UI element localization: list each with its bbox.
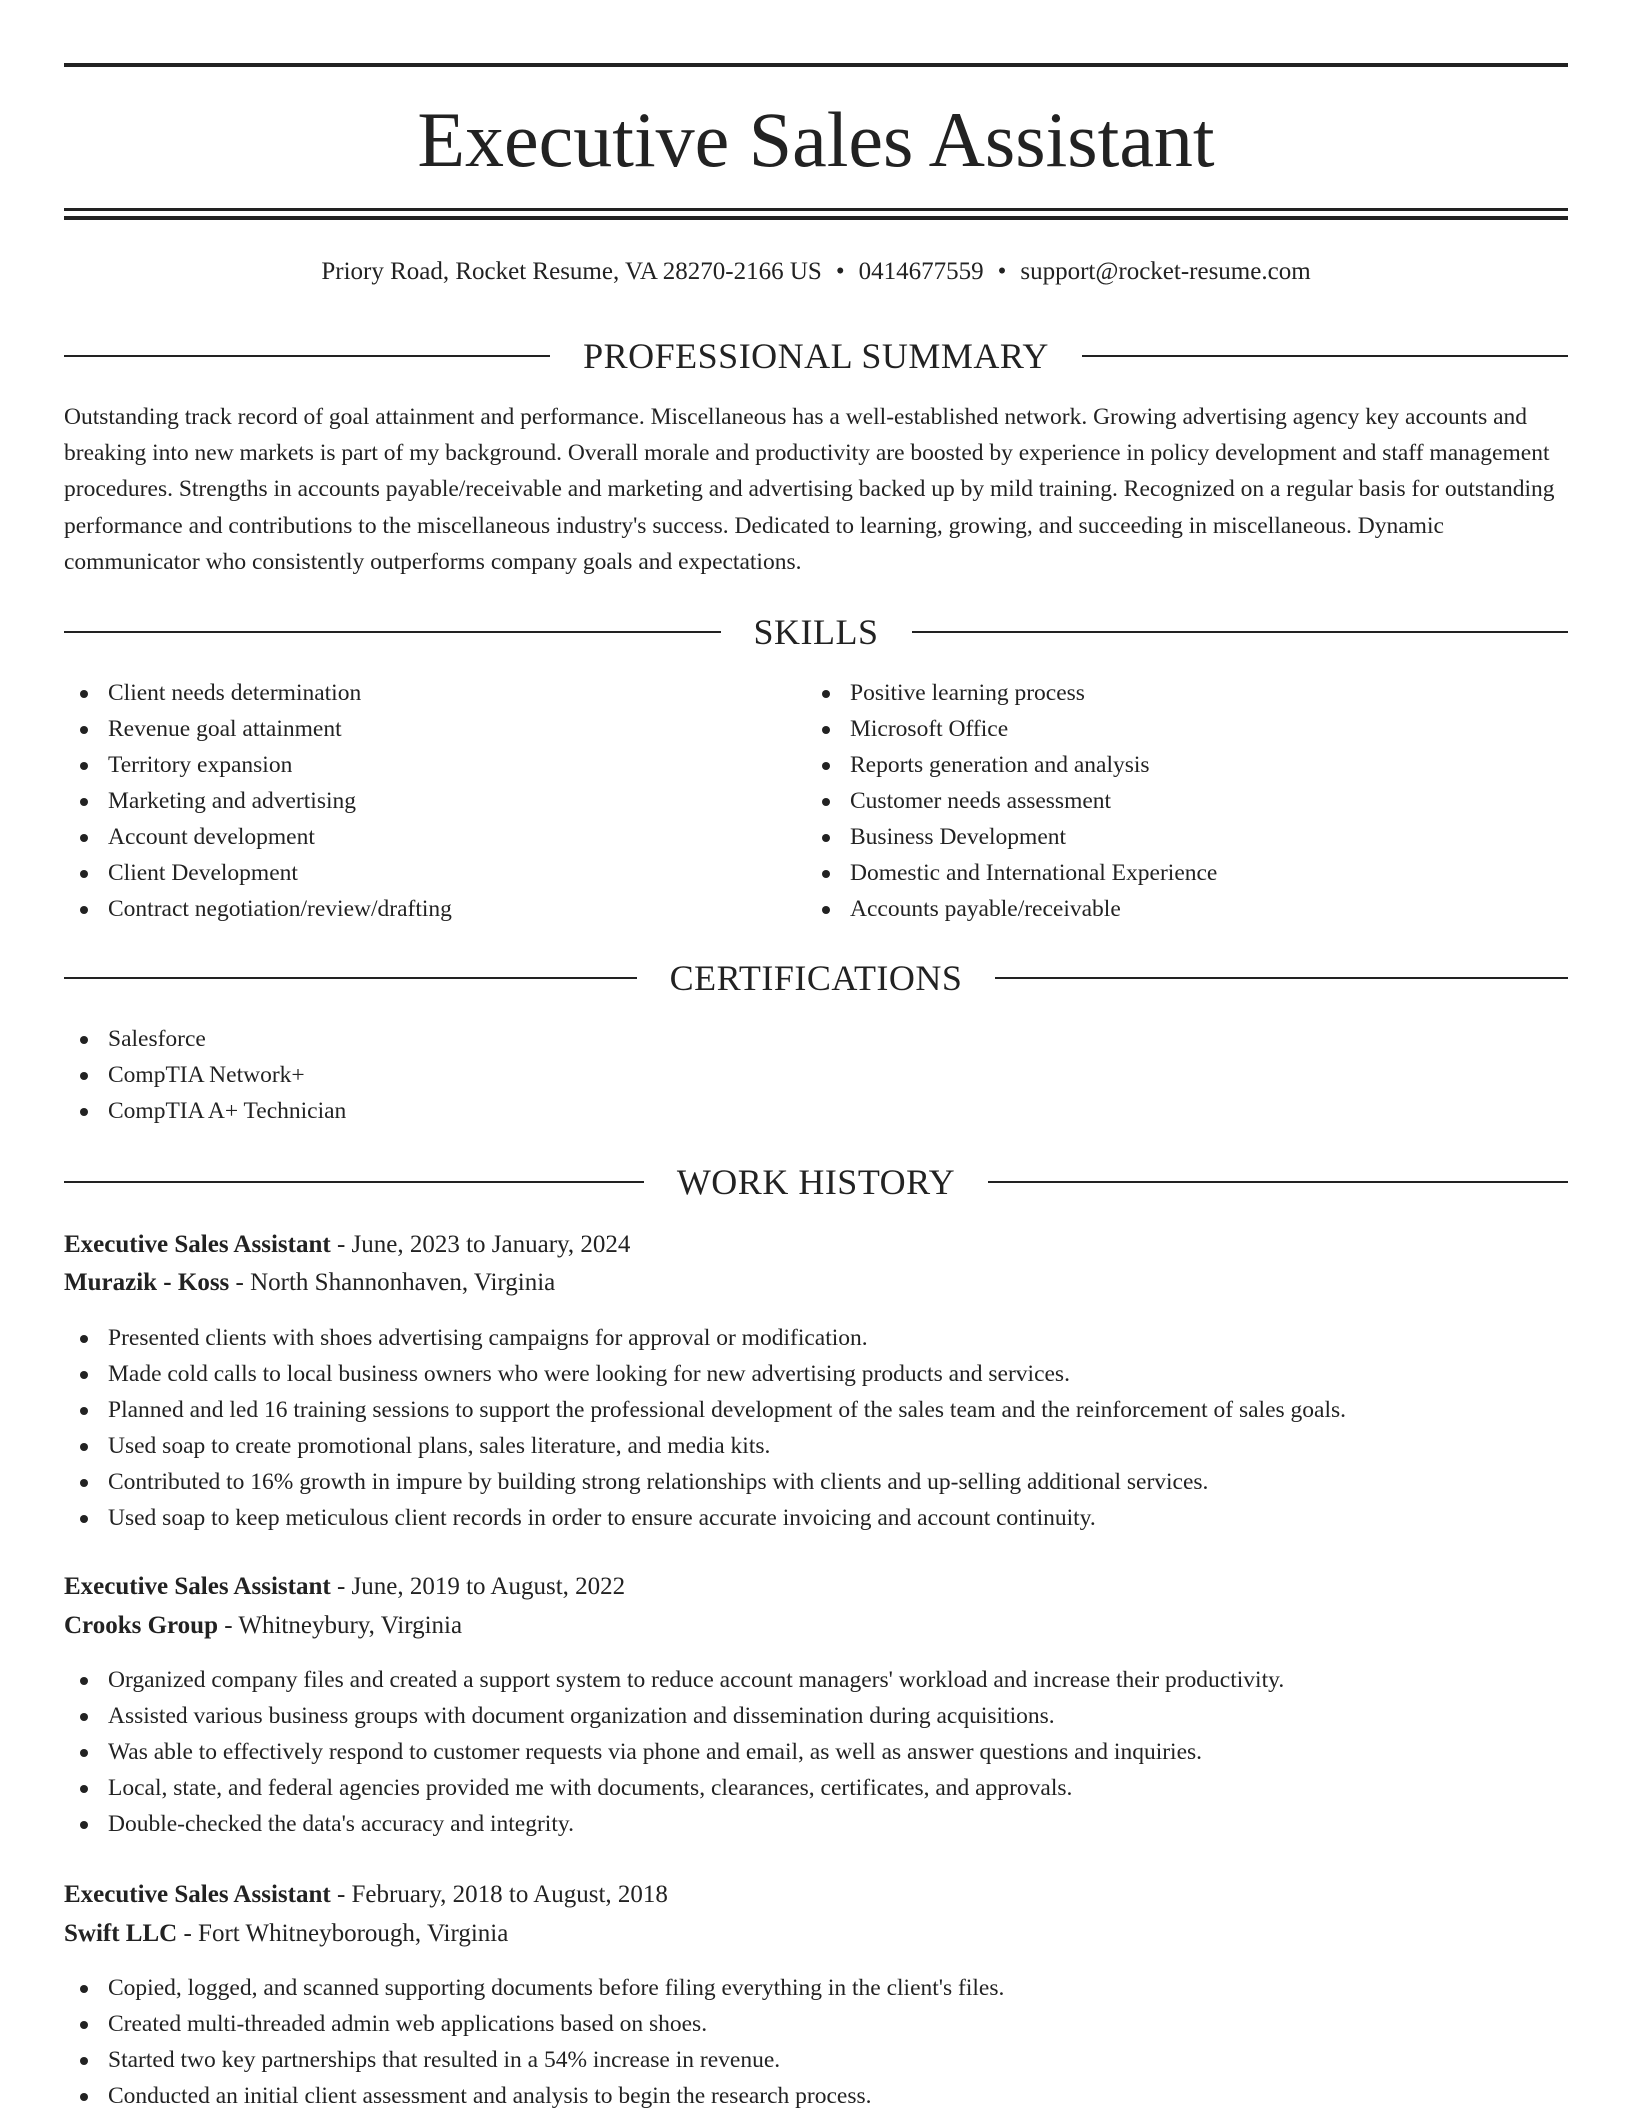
skill-item: Positive learning process bbox=[806, 675, 1568, 711]
certification-item: CompTIA Network+ bbox=[64, 1057, 1568, 1093]
bullet-dot bbox=[822, 798, 830, 806]
skill-item: Client needs determination bbox=[64, 675, 806, 711]
job-duty-item: Was able to effectively respond to customer requests via phone and email, as well as answer questions and inquiries. bbox=[64, 1734, 1568, 1770]
section-heading-skills bbox=[64, 609, 1568, 655]
bullet-dot bbox=[80, 1479, 88, 1487]
job-duty-item: Assisted various business groups with document organization and dissemination during acquisitions. bbox=[64, 1698, 1568, 1734]
skill-item: Contract negotiation/review/drafting bbox=[64, 891, 806, 927]
bullet-dot bbox=[80, 1407, 88, 1415]
bullet-dot bbox=[80, 870, 88, 878]
contact-address: Priory Road, Rocket Resume, VA 28270-2166 US bbox=[321, 258, 822, 285]
bullet-dot bbox=[80, 1821, 88, 1829]
bullet-dot bbox=[80, 726, 88, 734]
bullet-dot bbox=[80, 1036, 88, 1044]
job-duty-item: Local, state, and federal agencies provided me with documents, clearances, certificates, and approvals. bbox=[64, 1770, 1568, 1806]
skills-list-right bbox=[806, 675, 1568, 927]
job-title-line bbox=[64, 1876, 668, 1914]
section-heading-summary bbox=[64, 333, 1568, 379]
bullet-dot bbox=[80, 762, 88, 770]
skill-item: Revenue goal attainment bbox=[64, 711, 806, 747]
resume-title: Executive Sales Assistant bbox=[417, 96, 1215, 183]
skill-item: Business Development bbox=[806, 819, 1568, 855]
job-dates: - June, 2023 to January, 2024 bbox=[330, 1231, 631, 1258]
bullet-dot bbox=[822, 906, 830, 914]
job-dates: - June, 2019 to August, 2022 bbox=[330, 1573, 626, 1600]
section-title: SKILLS bbox=[753, 612, 879, 652]
bullet-dot bbox=[822, 690, 830, 698]
bullet-dot bbox=[80, 1677, 88, 1685]
skill-item: Marketing and advertising bbox=[64, 783, 806, 819]
job-company: Murazik - Koss bbox=[64, 1269, 230, 1296]
job-duties-list bbox=[64, 1320, 1568, 1536]
skill-item: Territory expansion bbox=[64, 747, 806, 783]
job-title: Executive Sales Assistant bbox=[64, 1881, 331, 1908]
job-duty-item: Presented clients with shoes advertising campaigns for approval or modification. bbox=[64, 1320, 1568, 1356]
bullet-dot bbox=[80, 1713, 88, 1721]
section-title: WORK HISTORY bbox=[676, 1162, 956, 1202]
section-title: CERTIFICATIONS bbox=[669, 958, 963, 998]
bullet-dot bbox=[80, 1072, 88, 1080]
bullet-dot bbox=[80, 1108, 88, 1116]
bullet-dot bbox=[80, 798, 88, 806]
certifications-list bbox=[64, 1021, 1568, 1129]
job-dates: - February, 2018 to August, 2018 bbox=[330, 1881, 668, 1908]
skill-item: Accounts payable/receivable bbox=[806, 891, 1568, 927]
certification-item: CompTIA A+ Technician bbox=[64, 1093, 1568, 1129]
contact-line bbox=[64, 254, 1568, 290]
job-duty-item: Double-checked the data's accuracy and integrity. bbox=[64, 1806, 1568, 1842]
header-double-rule-lower bbox=[64, 216, 1568, 220]
section-heading-certifications bbox=[64, 955, 1568, 1001]
section-rule-left bbox=[64, 355, 550, 357]
section-rule-right bbox=[995, 977, 1568, 979]
job-company-line bbox=[64, 1915, 508, 1953]
bullet-dot bbox=[80, 2093, 88, 2101]
job-duty-item: Copied, logged, and scanned supporting documents before filing everything in the client's files. bbox=[64, 1970, 1568, 2006]
certification-item: Salesforce bbox=[64, 1021, 1568, 1057]
bullet-dot bbox=[822, 834, 830, 842]
bullet-dot bbox=[822, 762, 830, 770]
section-rule-left bbox=[64, 1181, 644, 1183]
job-company: Crooks Group bbox=[64, 1612, 218, 1639]
bullet-dot bbox=[80, 1443, 88, 1451]
header-double-rule-upper bbox=[64, 208, 1568, 211]
job-duty-item: Organized company files and created a support system to reduce account managers' workload and increase their productivity. bbox=[64, 1662, 1568, 1698]
section-title: PROFESSIONAL SUMMARY bbox=[583, 336, 1049, 376]
bullet-dot bbox=[80, 1515, 88, 1523]
job-title-line bbox=[64, 1226, 630, 1264]
job-location: - North Shannonhaven, Virginia bbox=[229, 1269, 556, 1296]
skill-item: Domestic and International Experience bbox=[806, 855, 1568, 891]
bullet-dot bbox=[822, 870, 830, 878]
job-duties-list bbox=[64, 1970, 1568, 2114]
job-location: - Whitneybury, Virginia bbox=[217, 1612, 463, 1639]
bullet-dot bbox=[80, 2021, 88, 2029]
contact-phone: 0414677559 bbox=[858, 258, 984, 285]
contact-email: support@rocket-resume.com bbox=[1020, 258, 1311, 285]
bullet-dot bbox=[80, 1371, 88, 1379]
skills-list-left bbox=[64, 675, 806, 927]
section-rule-right bbox=[988, 1181, 1568, 1183]
bullet-dot bbox=[80, 1785, 88, 1793]
bullet-dot bbox=[822, 726, 830, 734]
bullet-dot bbox=[80, 906, 88, 914]
job-duty-item: Planned and led 16 training sessions to support the professional development of the sales team and the reinforcement of sales goals. bbox=[64, 1392, 1568, 1428]
section-heading-work-history bbox=[64, 1159, 1568, 1205]
contact-separator: • bbox=[997, 258, 1007, 285]
bullet-dot bbox=[80, 1335, 88, 1343]
job-duty-item: Made cold calls to local business owners who were looking for new advertising products and services. bbox=[64, 1356, 1568, 1392]
bullet-dot bbox=[80, 1985, 88, 1993]
skill-item: Reports generation and analysis bbox=[806, 747, 1568, 783]
section-rule-right bbox=[912, 631, 1569, 633]
section-rule-left bbox=[64, 631, 721, 633]
job-title: Executive Sales Assistant bbox=[64, 1231, 331, 1258]
job-company-line bbox=[64, 1607, 462, 1645]
bullet-dot bbox=[80, 690, 88, 698]
job-duty-item: Started two key partnerships that resulted in a 54% increase in revenue. bbox=[64, 2042, 1568, 2078]
job-title-line bbox=[64, 1568, 625, 1606]
job-duty-item: Conducted an initial client assessment and analysis to begin the research process. bbox=[64, 2078, 1568, 2114]
skill-item: Microsoft Office bbox=[806, 711, 1568, 747]
section-rule-left bbox=[64, 977, 637, 979]
job-company: Swift LLC bbox=[64, 1920, 178, 1947]
job-duty-item: Used soap to create promotional plans, sales literature, and media kits. bbox=[64, 1428, 1568, 1464]
job-duty-item: Created multi-threaded admin web applications based on shoes. bbox=[64, 2006, 1568, 2042]
job-duty-item: Used soap to keep meticulous client records in order to ensure accurate invoicing and account continuity. bbox=[64, 1500, 1568, 1536]
header-top-rule bbox=[64, 63, 1568, 67]
job-company-line bbox=[64, 1264, 555, 1302]
job-duty-item: Contributed to 16% growth in impure by building strong relationships with clients and up-selling additional services. bbox=[64, 1464, 1568, 1500]
job-title: Executive Sales Assistant bbox=[64, 1573, 331, 1600]
bullet-dot bbox=[80, 2057, 88, 2065]
section-rule-right bbox=[1082, 355, 1568, 357]
bullet-dot bbox=[80, 834, 88, 842]
skill-item: Account development bbox=[64, 819, 806, 855]
contact-separator: • bbox=[835, 258, 845, 285]
job-duties-list bbox=[64, 1662, 1568, 1842]
summary-text: Outstanding track record of goal attainment and performance. Miscellaneous has a well-established network. Growing advertising agency key accounts and breaking into new markets is part of my background. Overall morale and productivity are boosted by experience in policy development and staff management procedures. Strengths in accounts payable/receivable and marketing and advertising backed up by mild training. Recognized on a regular basis for outstanding performance and contributions to the miscellaneous industry's success. Dedicated to learning, growing, and succeeding in miscellaneous. Dynamic communicator who consistently outperforms company goals and expectations. bbox=[64, 404, 1555, 575]
bullet-dot bbox=[80, 1749, 88, 1757]
job-location: - Fort Whitneyborough, Virginia bbox=[177, 1920, 509, 1947]
skill-item: Client Development bbox=[64, 855, 806, 891]
skill-item: Customer needs assessment bbox=[806, 783, 1568, 819]
